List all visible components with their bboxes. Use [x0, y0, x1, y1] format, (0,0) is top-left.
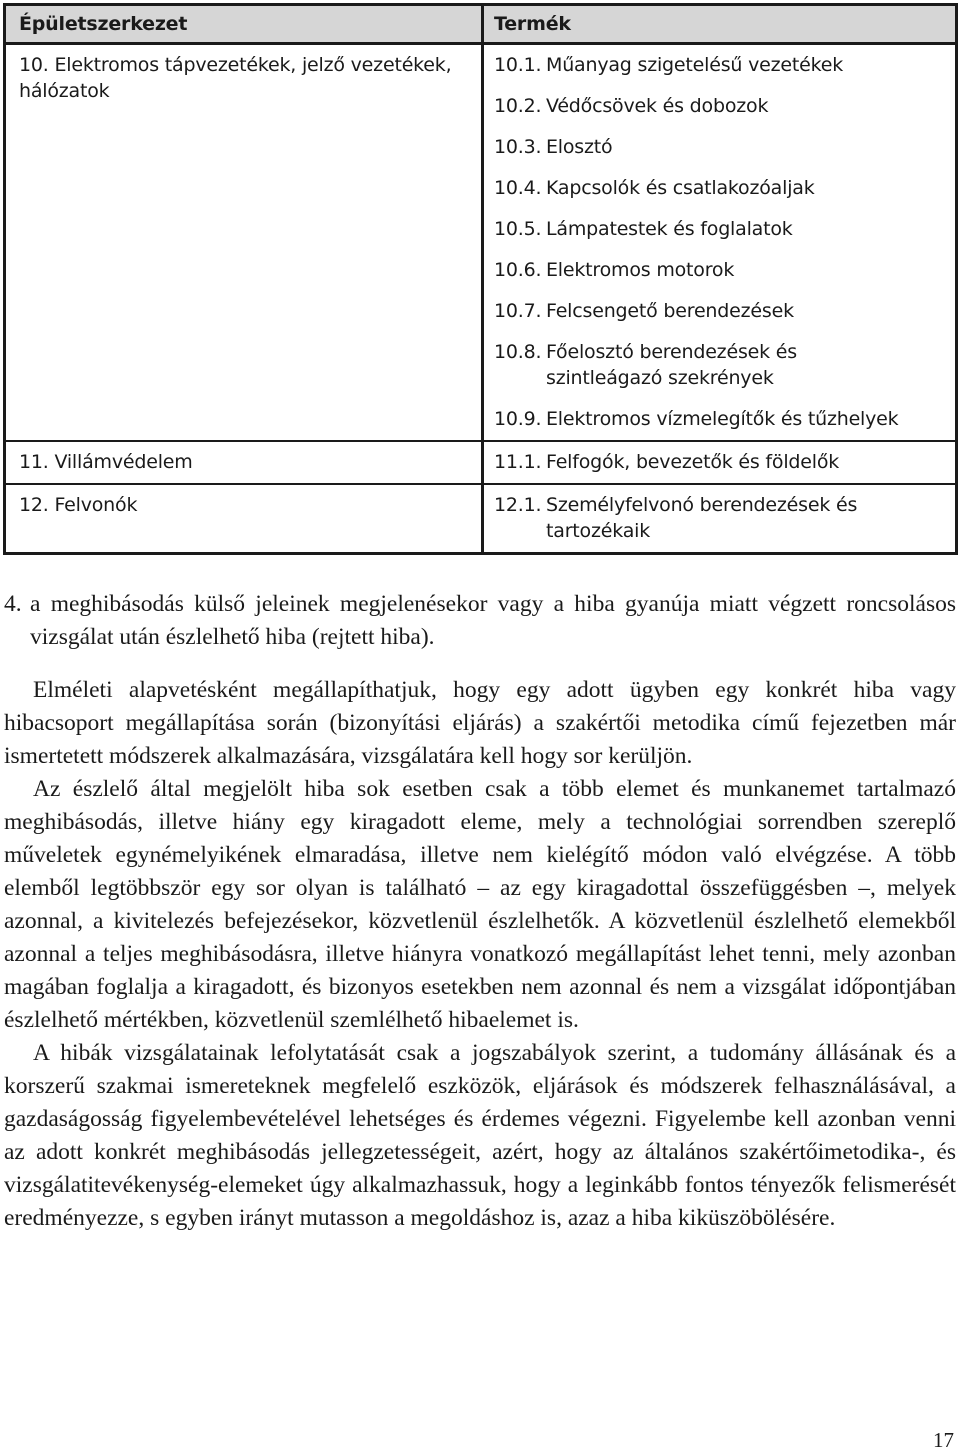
product-number: 10.5.	[494, 218, 542, 240]
table-row-section-10	[5, 44, 957, 442]
products-cell	[483, 441, 957, 484]
numbered-paragraph	[4, 588, 956, 654]
product-item	[494, 250, 955, 291]
product-item	[494, 45, 955, 86]
paragraph-text: a meghibásodás külső jeleinek megjelenésekor vagy a hiba gyanúja miatt végzett roncsolásos vizsgálat után észlelhető hiba (rejtett hiba).	[30, 591, 956, 650]
building-product-table	[3, 3, 958, 555]
building-label: 11. Villámvédelem	[19, 451, 193, 473]
product-text: Műanyag szigetelésű vezetékek	[546, 54, 844, 76]
table-header-row	[5, 5, 957, 44]
product-text: Személyfelvonó berendezések és tartozékaik	[546, 494, 858, 542]
building-cell	[5, 441, 483, 484]
products-cell	[483, 44, 957, 442]
product-item	[494, 485, 955, 552]
paragraph-number: 4.	[4, 591, 22, 617]
table-row-section-12	[5, 484, 957, 554]
product-number: 11.1.	[494, 451, 542, 473]
paragraph: Elméleti alapvetésként megállapíthatjuk, hogy egy adott ügyben egy konkrét hiba vagy hibacsoport megállapítása során (bizonyítási eljárás) a szakértői metodika című fejezetben már ismertetett módszerek alkalmazására, vizsgálatára kell hogy sor kerüljön.	[4, 677, 956, 769]
body-text	[4, 588, 956, 1235]
building-cell	[5, 44, 483, 442]
product-item	[494, 399, 955, 440]
product-number: 10.3.	[494, 136, 542, 158]
product-item	[494, 168, 955, 209]
product-number: 10.9.	[494, 408, 542, 430]
building-cell	[5, 484, 483, 554]
product-text: Felcsengető berendezések	[546, 300, 794, 322]
header-building-structure: Épületszerkezet	[5, 5, 483, 44]
product-number: 10.8.	[494, 341, 542, 363]
building-label: 10. Elektromos tápvezetékek, jelző vezetékek, hálózatok	[19, 54, 452, 102]
product-number: 10.2.	[494, 95, 542, 117]
products-cell	[483, 484, 957, 554]
product-text: Elosztó	[546, 136, 613, 158]
product-item	[494, 332, 955, 399]
product-item	[494, 86, 955, 127]
product-text: Elektromos motorok	[546, 259, 735, 281]
product-number: 10.7.	[494, 300, 542, 322]
paragraph: A hibák vizsgálatainak lefolytatását csak a jogszabályok szerint, a tudomány állásának és a korszerű szakmai ismereteknek megfelelő eszközök, eljárások és módszerek felhasználásával, a gazdaságosság figyelembevételével lehetséges és érdemes végezni. Figyelembe kell azonban venni az adott konkrét meghibásodás jellegzetességeit, azért, hogy az általános szakértőimetodika-, és vizsgálatitevékenység-elemeket úgy alkalmazhassuk, hogy a leginkább fontos tényezők felismerését eredményezze, s egyben irányt mutasson a megoldáshoz is, azaz a hiba kiküszöbölésére.	[4, 1040, 956, 1231]
product-item	[494, 442, 955, 483]
product-number: 12.1.	[494, 494, 542, 516]
product-text: Kapcsolók és csatlakozóaljak	[546, 177, 815, 199]
product-number: 10.4.	[494, 177, 542, 199]
page-number: 17	[933, 1428, 954, 1452]
product-text: Felfogók, bevezetők és földelők	[546, 451, 840, 473]
product-item	[494, 209, 955, 250]
building-label: 12. Felvonók	[19, 494, 138, 516]
product-item	[494, 127, 955, 168]
table-row-section-11	[5, 441, 957, 484]
product-item	[494, 291, 955, 332]
product-text: Lámpatestek és foglalatok	[546, 218, 793, 240]
paragraph: Az észlelő által megjelölt hiba sok esetben csak a több elemet és munkanemet tartalmazó meghibásodás, illetve hiány egy kiragadott eleme, mely a technológiai sorrendben szereplő műveletek egynémelyikének elmaradása, illetve nem kielégítő módon való elvégzése. A több elemből legtöbbször egy sor olyan is található – az egy kiragadottal összefüggésben –, melyek azonnal, a kivitelezés befejezésekor, közvetlenül észlelhetők. A közvetlenül észlelhető elemekből azonnal a teljes meghibásodásra, illetve hiányra vonatkozó megállapítást lehet tenni, mely azonban magában foglalja a kiragadott, és bizonyos esetekben nem azonnal és nem a vizsgálat időpontjában észlelhető mértékben, közvetlenül szemlélhető hibaelemet is.	[4, 776, 956, 1033]
product-text: Védőcsövek és dobozok	[546, 95, 769, 117]
product-text: Főelosztó berendezések és szintleágazó szekrények	[546, 341, 797, 389]
header-product: Termék	[483, 5, 957, 44]
product-text: Elektromos vízmelegítők és tűzhelyek	[546, 408, 899, 430]
product-number: 10.6.	[494, 259, 542, 281]
product-number: 10.1.	[494, 54, 542, 76]
